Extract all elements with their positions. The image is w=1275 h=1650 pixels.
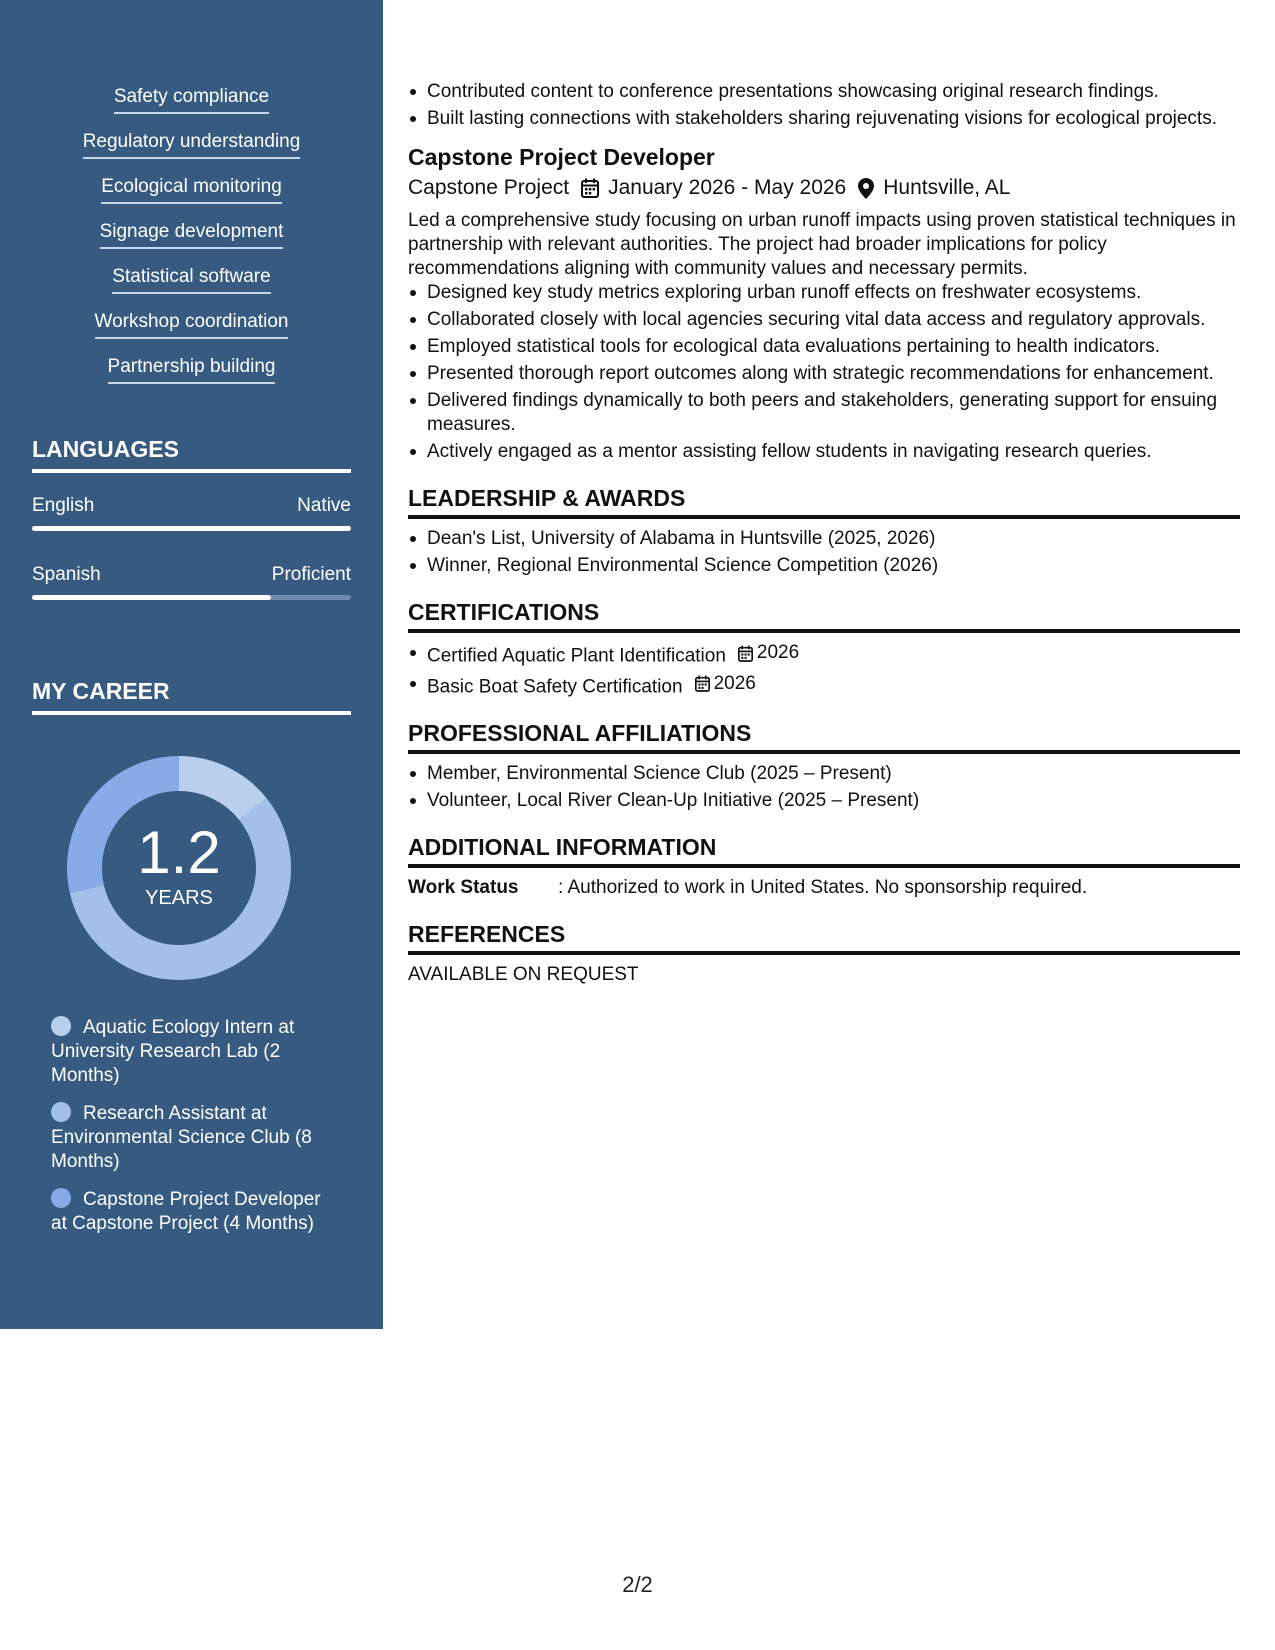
list-item: Dean's List, University of Alabama in Huntsville (2025, 2026) [408,527,1240,551]
legend-dot [51,1102,71,1122]
list-item: Volunteer, Local River Clean-Up Initiative (2025 – Present) [408,789,1240,813]
language-name: Spanish [32,564,101,585]
location-pin-icon [858,178,874,199]
language-name: English [32,495,95,516]
language-level: Native [297,495,351,516]
language-bar [32,526,351,531]
calendar-icon [695,675,710,692]
career-list [51,1016,331,1250]
section-title-leadership: LEADERSHIP & AWARDS [408,484,1240,519]
skill-item: Signage development [0,221,383,266]
skill-item: Workshop coordination [0,311,383,356]
certification-name: Basic Boat Safety Certification [427,676,683,697]
career-item: Capstone Project Developer at Capstone Project (4 Months) [51,1189,321,1234]
work-status-row [408,876,1240,900]
skill-item: Statistical software [0,266,383,311]
job-bullets [408,281,1240,464]
career-total-unit: YEARS [145,887,213,909]
bullet-item: Delivered findings dynamically to both peers and stakeholders, generating support for ensuing measures. [408,389,1240,437]
language-row [32,495,351,517]
certification-item [408,672,1240,700]
leadership-list [408,527,1240,578]
career-item: Aquatic Ecology Intern at University Research Lab (2 Months) [51,1017,295,1086]
language-level: Proficient [271,564,351,585]
sidebar [0,0,383,1329]
skills-list [0,86,383,401]
affiliations-list [408,762,1240,813]
calendar-icon [738,645,753,662]
references-text: AVAILABLE ON REQUEST [408,964,639,985]
bullet-item: Built lasting connections with stakeholders sharing rejuvenating visions for ecological projects. [408,107,1240,131]
language-row [32,564,351,586]
certification-year: 2026 [756,642,800,663]
language-bar-fill [32,595,271,600]
legend-dot [51,1188,71,1208]
language-bar-fill [32,526,351,531]
career-total-value: 1.2 [137,819,221,886]
bullet-item: Employed statistical tools for ecological data evaluations pertaining to health indicators. [408,335,1240,359]
job-description: Led a comprehensive study focusing on urban runoff impacts using proven statistical techniques in partnership with relevant authorities. The project had broader implications for policy recommendations aligning with community values and necessary permits. [408,210,1236,279]
section-title-certifications: CERTIFICATIONS [408,598,1240,633]
career-item: Research Assistant at Environmental Science Club (8 Months) [51,1103,312,1172]
page-number: 2/2 [622,1572,653,1597]
certification-item [408,641,1240,669]
bullet-item: Collaborated closely with local agencies securing vital data access and regulatory approvals. [408,308,1240,332]
work-status-value: : Authorized to work in United States. No sponsorship required. [558,877,1088,898]
career-heading: MY CAREER [32,678,351,715]
bullet-item: Designed key study metrics exploring urban runoff effects on freshwater ecosystems. [408,281,1240,305]
languages-heading: LANGUAGES [32,436,351,473]
calendar-icon [581,178,599,198]
certification-year: 2026 [713,672,756,694]
job-title: Capstone Project Developer [408,144,715,170]
main-content [408,80,1240,987]
work-status-label: Work Status [408,877,519,898]
job-meta [408,173,1240,203]
certifications-list [408,641,1240,699]
skill-item: Safety compliance [0,86,383,131]
language-bar [32,595,351,600]
skill-item: Ecological monitoring [0,176,383,221]
list-item: Winner, Regional Environmental Science Competition (2026) [408,554,1240,578]
section-title-additional: ADDITIONAL INFORMATION [408,833,1240,868]
legend-dot [51,1016,71,1036]
bullet-item: Contributed content to conference presentations showcasing original research findings. [408,80,1240,104]
career-total [66,820,292,910]
bullet-item: Presented thorough report outcomes along with strategic recommendations for enhancement. [408,362,1240,386]
certification-name: Certified Aquatic Plant Identification [427,645,726,667]
bullet-item: Actively engaged as a mentor assisting fellow students in navigating research queries. [408,440,1240,464]
section-title-affiliations: PROFESSIONAL AFFILIATIONS [408,719,1240,754]
skill-item: Regulatory understanding [0,131,383,176]
job-dates: January 2026 - May 2026 [608,176,847,199]
list-item: Member, Environmental Science Club (2025 – Present) [408,762,1240,786]
previous-job-bullets [408,80,1240,131]
skill-item: Partnership building [0,356,383,401]
section-title-references: REFERENCES [408,920,1240,955]
job-company: Capstone Project [408,176,570,199]
job-location: Huntsville, AL [883,176,1011,199]
